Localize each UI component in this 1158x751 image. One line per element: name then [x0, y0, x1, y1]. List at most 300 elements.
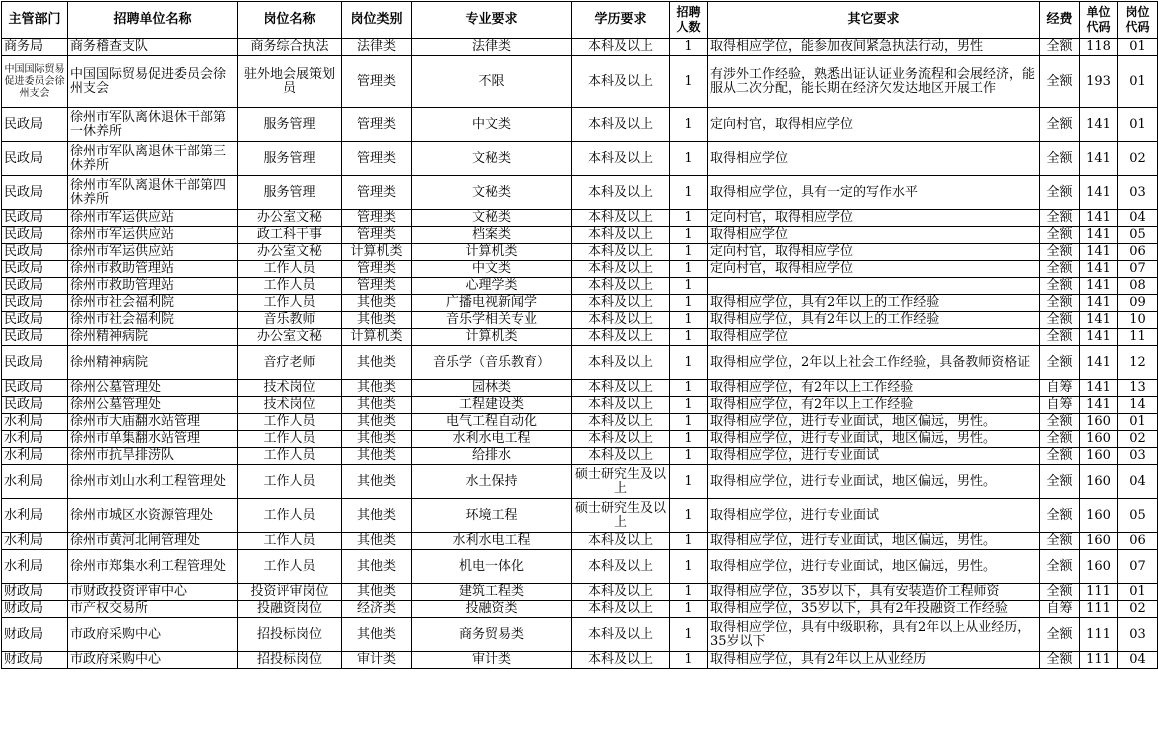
cell-count: 1	[670, 618, 708, 652]
cell-count: 1	[670, 431, 708, 448]
cell-education: 本科及以上	[572, 346, 670, 380]
cell-funding: 全额	[1040, 652, 1080, 669]
cell-post-code: 03	[1118, 618, 1158, 652]
cell-count: 1	[670, 414, 708, 431]
cell-dept: 民政局	[2, 397, 68, 414]
cell-unit-code: 141	[1080, 142, 1118, 176]
cell-other: 取得相应学位，具有一定的写作水平	[708, 176, 1040, 210]
cell-major: 水土保持	[412, 465, 572, 499]
cell-post-code: 06	[1118, 533, 1158, 550]
table-row	[2, 618, 1158, 652]
cell-funding: 全额	[1040, 278, 1080, 295]
cell-dept: 财政局	[2, 652, 68, 669]
table-row	[2, 431, 1158, 448]
cell-position: 服务管理	[238, 108, 342, 142]
cell-dept: 民政局	[2, 346, 68, 380]
cell-funding: 全额	[1040, 295, 1080, 312]
cell-position: 服务管理	[238, 142, 342, 176]
cell-post-code: 11	[1118, 329, 1158, 346]
cell-funding: 自筹	[1040, 601, 1080, 618]
cell-other: 取得相应学位，具有2年以上的工作经验	[708, 312, 1040, 329]
cell-education: 硕士研究生及以上	[572, 499, 670, 533]
cell-unit-code: 160	[1080, 499, 1118, 533]
cell-major: 文秘类	[412, 176, 572, 210]
cell-unit: 徐州市刘山水利工程管理处	[68, 465, 238, 499]
cell-post-code: 02	[1118, 142, 1158, 176]
cell-unit: 徐州市军运供应站	[68, 227, 238, 244]
cell-position: 驻外地会展策划员	[238, 56, 342, 108]
cell-major: 水利水电工程	[412, 533, 572, 550]
cell-dept: 水利局	[2, 465, 68, 499]
cell-post-code: 14	[1118, 397, 1158, 414]
cell-major: 机电一体化	[412, 550, 572, 584]
cell-other: 取得相应学位，2年以上社会工作经验，具备教师资格证	[708, 346, 1040, 380]
cell-unit-code: 118	[1080, 39, 1118, 56]
cell-education: 本科及以上	[572, 261, 670, 278]
cell-funding: 全额	[1040, 414, 1080, 431]
cell-education: 本科及以上	[572, 601, 670, 618]
header-major: 专业要求	[412, 2, 572, 39]
cell-unit-code: 111	[1080, 618, 1118, 652]
cell-dept: 财政局	[2, 601, 68, 618]
cell-education: 本科及以上	[572, 329, 670, 346]
cell-unit-code: 141	[1080, 397, 1118, 414]
cell-education: 本科及以上	[572, 227, 670, 244]
table-row	[2, 278, 1158, 295]
cell-funding: 全额	[1040, 108, 1080, 142]
cell-position: 工作人员	[238, 414, 342, 431]
cell-education: 本科及以上	[572, 278, 670, 295]
table-row	[2, 312, 1158, 329]
cell-position: 办公室文秘	[238, 329, 342, 346]
cell-funding: 全额	[1040, 142, 1080, 176]
cell-other: 取得相应学位，进行专业面试，地区偏远，男性。	[708, 533, 1040, 550]
cell-funding: 全额	[1040, 39, 1080, 56]
cell-category: 经济类	[342, 601, 412, 618]
table-row	[2, 652, 1158, 669]
cell-major: 给排水	[412, 448, 572, 465]
cell-post-code: 12	[1118, 346, 1158, 380]
table-row	[2, 346, 1158, 380]
cell-count: 1	[670, 227, 708, 244]
cell-count: 1	[670, 39, 708, 56]
cell-unit-code: 141	[1080, 312, 1118, 329]
cell-major: 投融资类	[412, 601, 572, 618]
table-row	[2, 465, 1158, 499]
cell-major: 音乐学相关专业	[412, 312, 572, 329]
cell-position: 音疗老师	[238, 346, 342, 380]
cell-unit: 徐州市黄河北闸管理处	[68, 533, 238, 550]
cell-dept: 民政局	[2, 295, 68, 312]
cell-position: 工作人员	[238, 533, 342, 550]
cell-education: 本科及以上	[572, 380, 670, 397]
table-row	[2, 108, 1158, 142]
cell-count: 1	[670, 261, 708, 278]
cell-post-code: 10	[1118, 312, 1158, 329]
cell-education: 本科及以上	[572, 397, 670, 414]
cell-funding: 全额	[1040, 261, 1080, 278]
cell-category: 其他类	[342, 380, 412, 397]
cell-category: 其他类	[342, 618, 412, 652]
cell-other: 取得相应学位，有2年以上工作经验	[708, 380, 1040, 397]
table-row	[2, 550, 1158, 584]
cell-count: 1	[670, 533, 708, 550]
cell-count: 1	[670, 244, 708, 261]
cell-unit-code: 141	[1080, 176, 1118, 210]
cell-unit: 徐州公墓管理处	[68, 397, 238, 414]
cell-other: 取得相应学位	[708, 227, 1040, 244]
header-unit-code: 单位代码	[1080, 2, 1118, 39]
cell-unit: 徐州市救助管理站	[68, 278, 238, 295]
cell-education: 本科及以上	[572, 210, 670, 227]
cell-post-code: 01	[1118, 56, 1158, 108]
cell-other: 取得相应学位，进行专业面试，地区偏远，男性。	[708, 550, 1040, 584]
cell-post-code: 02	[1118, 601, 1158, 618]
cell-major: 广播电视新闻学	[412, 295, 572, 312]
cell-dept: 水利局	[2, 499, 68, 533]
cell-post-code: 04	[1118, 210, 1158, 227]
header-category: 岗位类别	[342, 2, 412, 39]
cell-position: 工作人员	[238, 295, 342, 312]
cell-category: 其他类	[342, 346, 412, 380]
cell-count: 1	[670, 601, 708, 618]
cell-other: 取得相应学位，能参加夜间紧急执法行动，男性	[708, 39, 1040, 56]
cell-other: 定向村官，取得相应学位	[708, 210, 1040, 227]
table-row	[2, 295, 1158, 312]
cell-other: 定向村官，取得相应学位	[708, 244, 1040, 261]
cell-position: 工作人员	[238, 499, 342, 533]
cell-post-code: 06	[1118, 244, 1158, 261]
cell-post-code: 01	[1118, 584, 1158, 601]
cell-dept: 民政局	[2, 312, 68, 329]
cell-other: 取得相应学位，进行专业面试，地区偏远，男性。	[708, 414, 1040, 431]
cell-post-code: 05	[1118, 227, 1158, 244]
cell-unit: 徐州市军队离休退休干部第一休养所	[68, 108, 238, 142]
cell-funding: 全额	[1040, 227, 1080, 244]
cell-count: 1	[670, 210, 708, 227]
header-count: 招聘人数	[670, 2, 708, 39]
cell-other: 取得相应学位，进行专业面试，地区偏远，男性。	[708, 431, 1040, 448]
cell-unit-code: 160	[1080, 448, 1118, 465]
cell-unit: 徐州市城区水资源管理处	[68, 499, 238, 533]
cell-category: 法律类	[342, 39, 412, 56]
cell-unit: 市政府采购中心	[68, 652, 238, 669]
cell-funding: 全额	[1040, 431, 1080, 448]
cell-category: 管理类	[342, 108, 412, 142]
cell-dept: 水利局	[2, 431, 68, 448]
cell-dept: 民政局	[2, 329, 68, 346]
cell-position: 办公室文秘	[238, 244, 342, 261]
cell-dept: 民政局	[2, 108, 68, 142]
cell-post-code: 13	[1118, 380, 1158, 397]
cell-category: 计算机类	[342, 329, 412, 346]
cell-education: 本科及以上	[572, 244, 670, 261]
cell-major: 中文类	[412, 108, 572, 142]
cell-unit: 徐州市大庙翻水站管理	[68, 414, 238, 431]
cell-position: 招投标岗位	[238, 652, 342, 669]
cell-position: 投融资岗位	[238, 601, 342, 618]
table-row	[2, 244, 1158, 261]
cell-education: 本科及以上	[572, 176, 670, 210]
cell-position: 投资评审岗位	[238, 584, 342, 601]
cell-other: 取得相应学位，进行专业面试	[708, 448, 1040, 465]
cell-other: 有涉外工作经验，熟悉出证认证业务流程和会展经济，能服从二次分配，能长期在经济欠发达地区开展工作	[708, 56, 1040, 108]
cell-post-code: 01	[1118, 108, 1158, 142]
cell-education: 本科及以上	[572, 618, 670, 652]
cell-category: 管理类	[342, 278, 412, 295]
cell-education: 本科及以上	[572, 533, 670, 550]
cell-major: 文秘类	[412, 142, 572, 176]
cell-category: 管理类	[342, 261, 412, 278]
cell-unit: 市财政投资评审中心	[68, 584, 238, 601]
cell-unit: 徐州精神病院	[68, 346, 238, 380]
table-row	[2, 210, 1158, 227]
table-row	[2, 601, 1158, 618]
cell-major: 工程建设类	[412, 397, 572, 414]
cell-count: 1	[670, 142, 708, 176]
header-funding: 经费	[1040, 2, 1080, 39]
cell-unit: 徐州精神病院	[68, 329, 238, 346]
cell-major: 音乐学（音乐教育）	[412, 346, 572, 380]
table-row	[2, 380, 1158, 397]
cell-category: 其他类	[342, 295, 412, 312]
cell-unit: 商务稽查支队	[68, 39, 238, 56]
cell-count: 1	[670, 448, 708, 465]
cell-major: 商务贸易类	[412, 618, 572, 652]
table-row	[2, 39, 1158, 56]
cell-count: 1	[670, 295, 708, 312]
cell-category: 计算机类	[342, 244, 412, 261]
cell-position: 音乐教师	[238, 312, 342, 329]
cell-category: 管理类	[342, 142, 412, 176]
cell-count: 1	[670, 465, 708, 499]
cell-position: 商务综合执法	[238, 39, 342, 56]
cell-category: 其他类	[342, 584, 412, 601]
cell-unit: 徐州市社会福利院	[68, 295, 238, 312]
cell-position: 工作人员	[238, 261, 342, 278]
cell-unit-code: 160	[1080, 431, 1118, 448]
cell-category: 管理类	[342, 56, 412, 108]
cell-post-code: 04	[1118, 465, 1158, 499]
cell-unit-code: 141	[1080, 210, 1118, 227]
cell-category: 其他类	[342, 414, 412, 431]
cell-dept: 民政局	[2, 380, 68, 397]
cell-position: 技术岗位	[238, 380, 342, 397]
cell-unit-code: 141	[1080, 108, 1118, 142]
cell-major: 不限	[412, 56, 572, 108]
table-row	[2, 397, 1158, 414]
cell-dept: 水利局	[2, 533, 68, 550]
cell-post-code: 04	[1118, 652, 1158, 669]
cell-dept: 水利局	[2, 414, 68, 431]
cell-funding: 全额	[1040, 448, 1080, 465]
table-row	[2, 227, 1158, 244]
table-row	[2, 261, 1158, 278]
cell-unit-code: 160	[1080, 414, 1118, 431]
cell-education: 本科及以上	[572, 584, 670, 601]
cell-unit: 市产权交易所	[68, 601, 238, 618]
cell-position: 工作人员	[238, 278, 342, 295]
cell-education: 本科及以上	[572, 295, 670, 312]
header-dept: 主管部门	[2, 2, 68, 39]
cell-count: 1	[670, 312, 708, 329]
cell-funding: 全额	[1040, 533, 1080, 550]
cell-count: 1	[670, 652, 708, 669]
cell-unit: 徐州市郑集水利工程管理处	[68, 550, 238, 584]
cell-funding: 自筹	[1040, 380, 1080, 397]
cell-unit-code: 141	[1080, 278, 1118, 295]
table-row	[2, 329, 1158, 346]
cell-other: 取得相应学位，具有中级职称，具有2年以上从业经历，35岁以下	[708, 618, 1040, 652]
cell-unit: 徐州市军运供应站	[68, 210, 238, 227]
cell-count: 1	[670, 584, 708, 601]
cell-unit: 中国国际贸易促进委员会徐州支会	[68, 56, 238, 108]
cell-unit-code: 141	[1080, 346, 1118, 380]
cell-major: 审计类	[412, 652, 572, 669]
cell-category: 管理类	[342, 210, 412, 227]
cell-other: 取得相应学位，进行专业面试，地区偏远，男性。	[708, 465, 1040, 499]
cell-position: 工作人员	[238, 550, 342, 584]
cell-other: 定向村官，取得相应学位	[708, 261, 1040, 278]
cell-category: 其他类	[342, 550, 412, 584]
cell-unit-code: 141	[1080, 261, 1118, 278]
cell-post-code: 09	[1118, 295, 1158, 312]
cell-major: 计算机类	[412, 244, 572, 261]
cell-other: 定向村官，取得相应学位	[708, 108, 1040, 142]
cell-education: 本科及以上	[572, 652, 670, 669]
cell-other: 取得相应学位	[708, 142, 1040, 176]
cell-unit: 徐州市社会福利院	[68, 312, 238, 329]
cell-education: 本科及以上	[572, 56, 670, 108]
cell-post-code: 03	[1118, 176, 1158, 210]
cell-unit-code: 160	[1080, 465, 1118, 499]
cell-post-code: 01	[1118, 414, 1158, 431]
cell-category: 其他类	[342, 312, 412, 329]
cell-education: 硕士研究生及以上	[572, 465, 670, 499]
cell-count: 1	[670, 329, 708, 346]
cell-unit-code: 141	[1080, 380, 1118, 397]
cell-unit: 徐州公墓管理处	[68, 380, 238, 397]
cell-dept: 民政局	[2, 176, 68, 210]
cell-dept: 民政局	[2, 261, 68, 278]
table-row	[2, 56, 1158, 108]
cell-category: 其他类	[342, 499, 412, 533]
cell-unit: 徐州市救助管理站	[68, 261, 238, 278]
table-row	[2, 499, 1158, 533]
table-row	[2, 414, 1158, 431]
cell-funding: 全额	[1040, 465, 1080, 499]
cell-position: 政工科干事	[238, 227, 342, 244]
cell-other: 取得相应学位，进行专业面试	[708, 499, 1040, 533]
cell-funding: 全额	[1040, 312, 1080, 329]
cell-dept: 财政局	[2, 584, 68, 601]
cell-major: 电气工程自动化	[412, 414, 572, 431]
cell-funding: 全额	[1040, 346, 1080, 380]
cell-position: 工作人员	[238, 431, 342, 448]
cell-category: 其他类	[342, 431, 412, 448]
cell-funding: 自筹	[1040, 397, 1080, 414]
cell-unit-code: 141	[1080, 227, 1118, 244]
cell-post-code: 07	[1118, 261, 1158, 278]
cell-other: 取得相应学位	[708, 329, 1040, 346]
cell-dept: 民政局	[2, 278, 68, 295]
cell-major: 园林类	[412, 380, 572, 397]
cell-post-code: 07	[1118, 550, 1158, 584]
cell-unit: 市政府采购中心	[68, 618, 238, 652]
cell-major: 中文类	[412, 261, 572, 278]
cell-funding: 全额	[1040, 176, 1080, 210]
table-row	[2, 142, 1158, 176]
cell-count: 1	[670, 380, 708, 397]
cell-category: 其他类	[342, 448, 412, 465]
cell-unit: 徐州市军队离退休干部第三休养所	[68, 142, 238, 176]
cell-unit-code: 141	[1080, 329, 1118, 346]
cell-education: 本科及以上	[572, 550, 670, 584]
cell-major: 心理学类	[412, 278, 572, 295]
cell-count: 1	[670, 108, 708, 142]
header-row	[2, 2, 1158, 39]
header-other: 其它要求	[708, 2, 1040, 39]
cell-dept: 民政局	[2, 227, 68, 244]
cell-education: 本科及以上	[572, 312, 670, 329]
cell-count: 1	[670, 499, 708, 533]
cell-funding: 全额	[1040, 550, 1080, 584]
cell-unit-code: 160	[1080, 533, 1118, 550]
cell-other: 取得相应学位，有2年以上工作经验	[708, 397, 1040, 414]
cell-unit: 徐州市抗旱排涝队	[68, 448, 238, 465]
cell-category: 管理类	[342, 176, 412, 210]
cell-funding: 全额	[1040, 618, 1080, 652]
cell-category: 其他类	[342, 533, 412, 550]
cell-funding: 全额	[1040, 329, 1080, 346]
cell-dept: 中国国际贸易促进委员会徐州支会	[2, 56, 68, 108]
cell-category: 其他类	[342, 397, 412, 414]
cell-unit: 徐州市军队离退休干部第四休养所	[68, 176, 238, 210]
cell-unit: 徐州市单集翻水站管理	[68, 431, 238, 448]
cell-other: 取得相应学位，具有2年以上从业经历	[708, 652, 1040, 669]
cell-other: 取得相应学位，35岁以下，具有2年投融资工作经验	[708, 601, 1040, 618]
cell-count: 1	[670, 176, 708, 210]
cell-position: 招投标岗位	[238, 618, 342, 652]
cell-unit-code: 193	[1080, 56, 1118, 108]
recruitment-table	[1, 1, 1158, 669]
table-row	[2, 176, 1158, 210]
cell-position: 服务管理	[238, 176, 342, 210]
cell-funding: 全额	[1040, 584, 1080, 601]
cell-count: 1	[670, 346, 708, 380]
cell-education: 本科及以上	[572, 448, 670, 465]
table-row	[2, 533, 1158, 550]
cell-dept: 水利局	[2, 550, 68, 584]
cell-funding: 全额	[1040, 210, 1080, 227]
cell-post-code: 05	[1118, 499, 1158, 533]
cell-dept: 民政局	[2, 142, 68, 176]
cell-count: 1	[670, 397, 708, 414]
cell-major: 档案类	[412, 227, 572, 244]
cell-dept: 民政局	[2, 244, 68, 261]
cell-major: 环境工程	[412, 499, 572, 533]
cell-unit: 徐州市军运供应站	[68, 244, 238, 261]
cell-funding: 全额	[1040, 499, 1080, 533]
cell-other: 取得相应学位，具有2年以上的工作经验	[708, 295, 1040, 312]
cell-post-code: 02	[1118, 431, 1158, 448]
cell-position: 工作人员	[238, 448, 342, 465]
cell-post-code: 03	[1118, 448, 1158, 465]
cell-major: 文秘类	[412, 210, 572, 227]
cell-education: 本科及以上	[572, 142, 670, 176]
cell-category: 审计类	[342, 652, 412, 669]
cell-unit-code: 111	[1080, 652, 1118, 669]
